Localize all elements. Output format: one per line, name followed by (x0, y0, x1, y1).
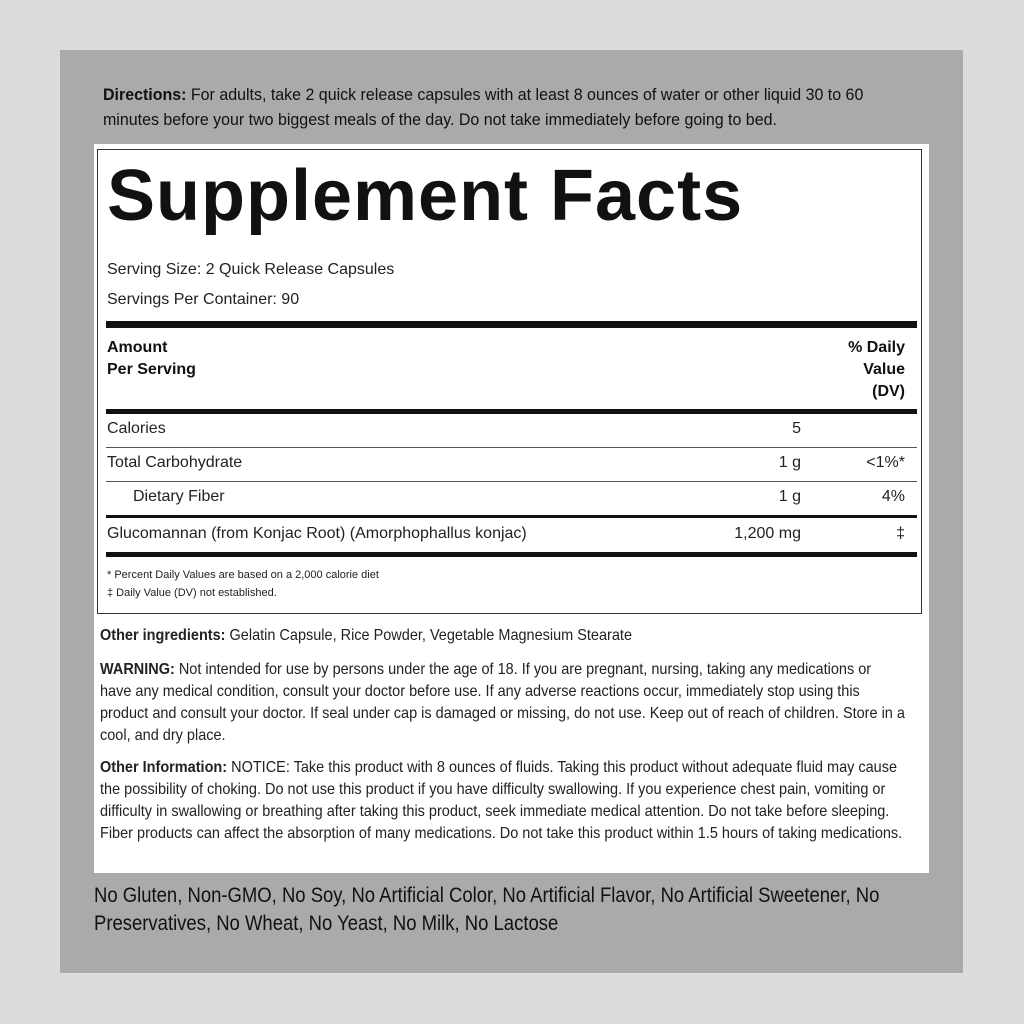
row-divider-bold (106, 515, 917, 518)
row-divider (106, 447, 917, 448)
directions-body: For adults, take 2 quick release capsules with at least 8 ounces of water or other liquid 30 to 60 minutes before your two biggest meals of the day. Do not take immediately before going to bed. (103, 85, 864, 129)
other-ingredients-text: Gelatin Capsule, Rice Powder, Vegetable Magnesium Stearate (225, 627, 632, 644)
bottom-thick-rule (106, 552, 917, 557)
directions-label: Directions: (103, 85, 187, 104)
row-fiber-amount: 1 g (778, 488, 801, 505)
other-information-text: NOTICE: Take this product with 8 ounces of fluids. Taking this product without adequate fluid may cause the possibility of choking. Do not use this product if you have difficulty swallowing. If you experience chest pain, vomiting or difficulty in swallowing or breathing after taking this product, seek immediate medical attention. Do not take before sleeping. Fiber products can affect the absorption of many medications. Do not take this product within 1.5 hours of taking medications. (100, 759, 903, 842)
row-glucomannan-dv: ‡ (896, 525, 905, 542)
row-carb-dv: <1%* (866, 454, 905, 471)
header-daily: % Daily (848, 339, 905, 356)
header-amount: Amount (107, 339, 168, 356)
warning (100, 659, 905, 747)
footnote-daily-values: * Percent Daily Values are based on a 2,000 calorie diet (107, 569, 379, 581)
other-ingredients (100, 625, 905, 647)
warning-text: Not intended for use by persons under the age of 18. If you are pregnant, nursing, taking any medications or have any medical condition, consult your doctor before use. If any adverse reactions occur, immediately stop using this product and consult your doctor. If seal under cap is damaged or missing, do not use. Keep out of reach of children. Store in a cool, and dry place. (100, 661, 905, 744)
footnote-dv-not-established: ‡ Daily Value (DV) not established. (107, 587, 277, 599)
row-divider (106, 481, 917, 482)
header-per-serving: Per Serving (107, 361, 196, 378)
supplement-facts-title: Supplement Facts (107, 156, 744, 236)
other-information (100, 757, 905, 845)
warning-label: WARNING: (100, 661, 175, 678)
thick-rule (106, 321, 917, 328)
row-glucomannan-name: Glucomannan (from Konjac Root) (Amorphophallus konjac) (107, 525, 527, 542)
row-carb-amount: 1 g (778, 454, 801, 471)
other-information-label: Other Information: (100, 759, 228, 776)
header-value: Value (863, 361, 905, 378)
row-carb-name: Total Carbohydrate (107, 454, 243, 471)
row-fiber-name: Dietary Fiber (133, 488, 225, 505)
row-fiber-dv: 4% (881, 488, 905, 505)
servings-per-container: Servings Per Container: 90 (107, 291, 300, 308)
free-from-statement: No Gluten, Non-GMO, No Soy, No Artificial Color, No Artificial Flavor, No Artificial Sweetener, No Preservatives, No Wheat, No Yeast, No Milk, No Lactose (94, 884, 880, 935)
directions-text (103, 82, 883, 132)
other-ingredients-label: Other ingredients: (100, 627, 226, 644)
medium-rule (106, 409, 917, 414)
row-calories-amount: 5 (792, 420, 801, 437)
header-dv: (DV) (872, 383, 905, 400)
row-glucomannan-amount: 1,200 mg (734, 525, 801, 542)
serving-size: Serving Size: 2 Quick Release Capsules (107, 261, 395, 278)
row-calories-name: Calories (107, 420, 166, 437)
